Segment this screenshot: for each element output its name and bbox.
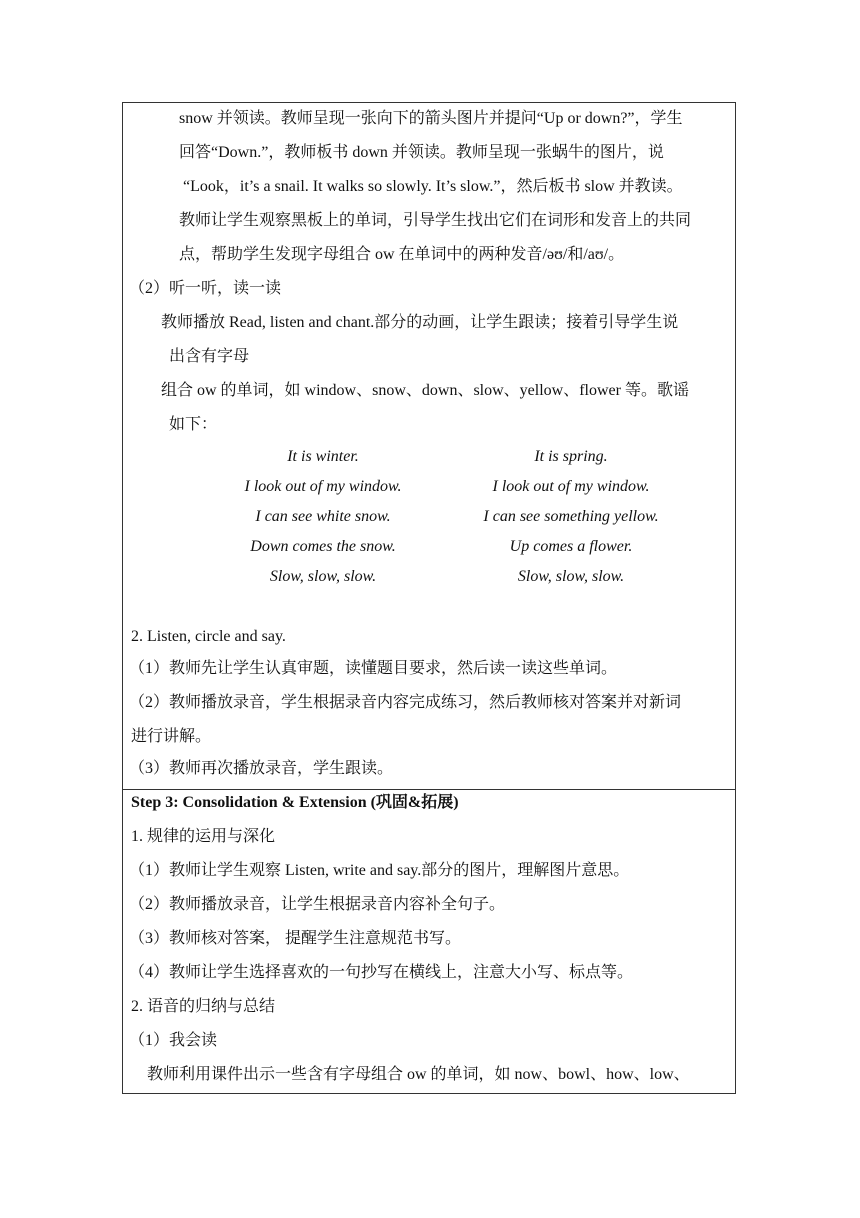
text-line: （2）教师播放录音，让学生根据录音内容补全句子。: [129, 896, 506, 913]
text-line: （1）教师让学生观察 Listen, write and say.部分的图片，理解图片意思。: [129, 862, 630, 879]
subheading: 2. Listen, circle and say.: [131, 628, 286, 645]
text-line: “Look，it’s a snail. It walks so slowly. It’s slow.”，然后板书 slow 并教读。: [183, 178, 683, 195]
text-line: （3）教师核对答案， 提醒学生注意规范书写。: [129, 930, 462, 947]
chant-line: I can see something yellow.: [483, 508, 659, 525]
chant-line: Slow, slow, slow.: [517, 568, 625, 585]
text-line: （2）教师播放录音，学生根据录音内容完成练习，然后教师核对答案并对新词: [129, 694, 682, 711]
text-line: 教师利用课件出示一些含有字母组合 ow 的单词，如 now、bowl、how、low、: [147, 1066, 690, 1083]
row-divider: [123, 789, 735, 790]
subheading: （2）听一听，读一读: [129, 280, 282, 297]
text-line: 教师让学生观察黑板上的单词，引导学生找出它们在词形和发音上的共同: [179, 212, 692, 229]
text-line: 如下：: [169, 416, 218, 433]
text-line: （1）教师先让学生认真审题，读懂题目要求，然后读一读这些单词。: [129, 660, 618, 677]
chant-line: It is spring.: [534, 448, 608, 465]
chant-line: Down comes the snow.: [250, 538, 396, 555]
text-line: 教师播放 Read, listen and chant.部分的动画，让学生跟读；接着引导学生说: [161, 314, 679, 331]
subheading: 2. 语音的归纳与总结: [131, 998, 276, 1015]
step-heading: Step 3: Consolidation & Extension (巩固&拓展): [131, 794, 459, 811]
chant-line: It is winter.: [287, 448, 359, 465]
chant-line: Slow, slow, slow.: [269, 568, 377, 585]
lesson-table: [122, 102, 736, 1094]
text-line: 点，帮助学生发现字母组合 ow 在单词中的两种发音/əʊ/和/aʊ/。: [179, 246, 625, 263]
text-line: 回答“Down.”，教师板书 down 并领读。教师呈现一张蜗牛的图片，说: [179, 144, 664, 161]
chant-line: I look out of my window.: [492, 478, 650, 495]
text-line: 进行讲解。: [131, 728, 212, 745]
subheading: 1. 规律的运用与深化: [131, 828, 276, 845]
text-line: （3）教师再次播放录音，学生跟读。: [129, 760, 394, 777]
text-line: 组合 ow 的单词，如 window、snow、down、slow、yellow、flower 等。歌谣: [161, 382, 689, 399]
chant-line: I can see white snow.: [255, 508, 391, 525]
chant-line: Up comes a flower.: [509, 538, 633, 555]
chant-line: I look out of my window.: [244, 478, 402, 495]
text-line: （1）我会读: [129, 1032, 218, 1049]
text-line: （4）教师让学生选择喜欢的一句抄写在横线上，注意大小写、标点等。: [129, 964, 634, 981]
text-line: snow 并领读。教师呈现一张向下的箭头图片并提问“Up or down?”，学生: [179, 110, 683, 127]
text-line: 出含有字母: [169, 348, 250, 365]
